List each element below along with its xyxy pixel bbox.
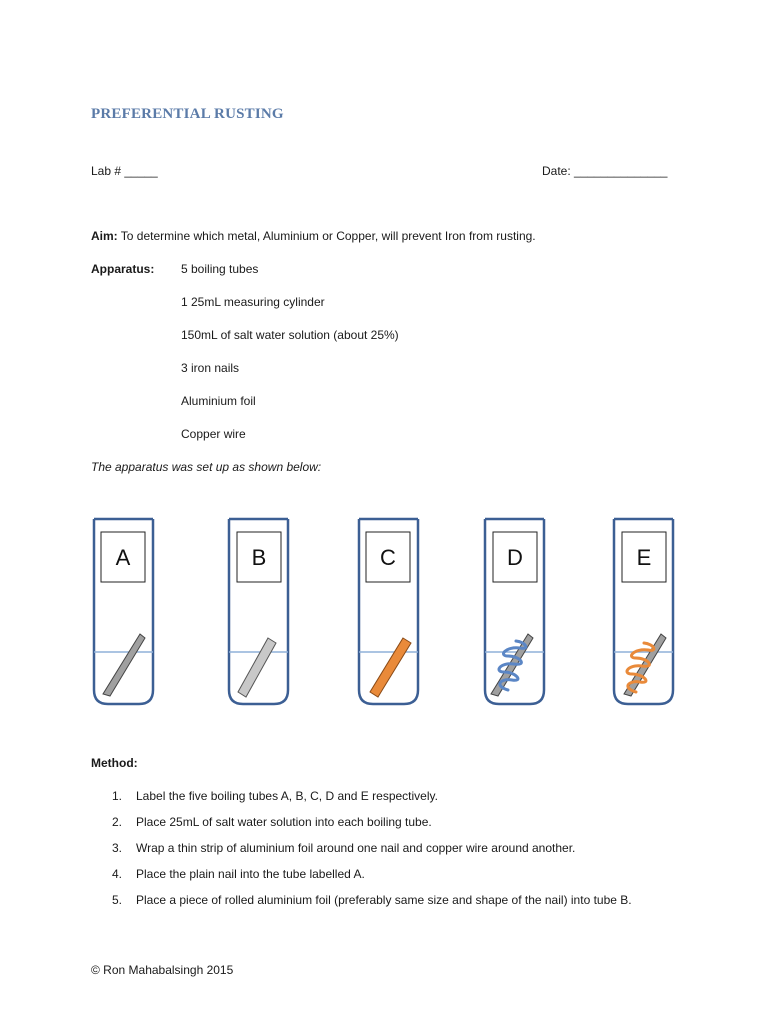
tube-label: E: [636, 545, 652, 570]
apparatus-item: 5 boiling tubes: [181, 262, 259, 276]
aim-paragraph: [91, 229, 536, 243]
apparatus-item: Copper wire: [181, 427, 246, 441]
copyright-footer: © Ron Mahabalsingh 2015: [91, 963, 234, 977]
step-number: 5.: [112, 893, 123, 907]
aim-text: To determine which metal, Aluminium or Copper, will prevent Iron from rusting.: [117, 229, 536, 243]
aluminium-foil: [238, 638, 276, 697]
lab-number: Lab # _____: [91, 164, 158, 178]
date-field: Date: ______________: [542, 164, 668, 178]
tube-label: A: [115, 545, 131, 570]
method-title: Method:: [91, 756, 138, 770]
apparatus-item: 150mL of salt water solution (about 25%): [181, 328, 399, 342]
step-text: Place the plain nail into the tube labelled A.: [136, 867, 365, 881]
tube-e: [614, 519, 673, 704]
apparatus-diagram: [0, 505, 770, 715]
copper-strip: [370, 638, 411, 697]
diagram-caption: The apparatus was set up as shown below:: [91, 460, 322, 474]
tube-label: C: [380, 545, 396, 570]
step-number: 4.: [112, 867, 123, 881]
tube-label: D: [507, 545, 523, 570]
tube-label: B: [251, 545, 267, 570]
tube-c: [359, 519, 418, 704]
step-number: 3.: [112, 841, 123, 855]
page-title: PREFERENTIAL RUSTING: [91, 106, 284, 122]
step-text: Label the five boiling tubes A, B, C, D and E respectively.: [136, 789, 438, 803]
iron-nail: [103, 634, 145, 696]
step-number: 1.: [112, 789, 123, 803]
step-text: Place a piece of rolled aluminium foil (preferably same size and shape of the nail) into tube B.: [136, 893, 632, 907]
step-text: Wrap a thin strip of aluminium foil around one nail and copper wire around another.: [136, 841, 576, 855]
aim-label: Aim:: [91, 229, 118, 243]
apparatus-label: Apparatus:: [91, 262, 155, 276]
apparatus-item: 1 25mL measuring cylinder: [181, 295, 325, 309]
step-number: 2.: [112, 815, 123, 829]
apparatus-item: 3 iron nails: [181, 361, 240, 375]
tube-a: [94, 519, 153, 704]
tube-d: [485, 519, 544, 704]
apparatus-item: Aluminium foil: [181, 394, 256, 408]
tube-b: [229, 519, 288, 704]
step-text: Place 25mL of salt water solution into each boiling tube.: [136, 815, 432, 829]
